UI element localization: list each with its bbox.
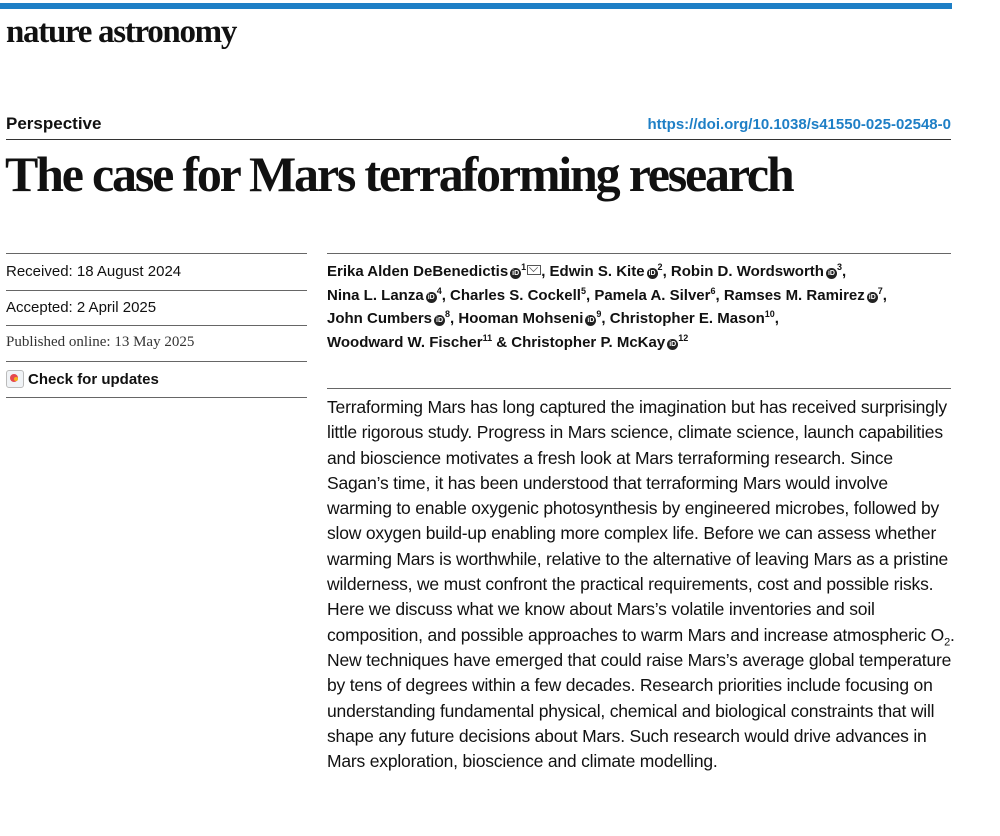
author[interactable]: Nina L. Lanza $iD^4$, — [327, 285, 451, 304]
author[interactable]: Robin D. Wordsworth $iD^3$, — [670, 262, 847, 280]
crossmark-icon — [6, 370, 24, 388]
author-list — [327, 260, 952, 354]
author[interactable]: Charles S. Cockell$^5$, — [450, 285, 595, 304]
journal-logo[interactable]: nature astronomy — [6, 14, 237, 50]
author[interactable]: John Cumbers $iD^8$, — [327, 309, 459, 327]
orcid-icon[interactable]: iD — [587, 317, 595, 324]
orcid-icon[interactable]: iD — [427, 293, 435, 301]
orcid-icon[interactable]: iD — [648, 270, 656, 277]
accepted-date: Accepted: 2 April 2025 — [6, 299, 157, 316]
published-date: Published online: 13 May 2025 — [6, 334, 195, 350]
sidebar-divider — [6, 325, 307, 326]
orcid-icon[interactable]: iD — [669, 340, 677, 348]
author[interactable]: Erika Alden DeBenedictis $iD^1$ , — [327, 262, 550, 280]
orcid-icon[interactable]: iD — [868, 293, 876, 301]
author[interactable]: Hooman Mohseni $iD^9$, — [458, 309, 610, 327]
journal-color-bar — [0, 3, 952, 9]
received-date: Received: 18 August 2024 — [6, 263, 182, 280]
author[interactable]: Christopher P. McKay $iD^{12}$ — [511, 332, 689, 351]
sidebar-divider — [6, 361, 307, 362]
authors-divider — [327, 253, 951, 254]
orcid-icon[interactable]: iD — [512, 270, 520, 277]
check-for-updates-button[interactable] — [6, 370, 159, 388]
email-icon[interactable] — [527, 265, 541, 275]
check-for-updates-label: Check for updates — [28, 370, 159, 388]
orcid-icon[interactable]: iD — [827, 270, 835, 277]
author[interactable]: Ramses M. Ramirez $iD^7$, — [723, 285, 887, 304]
author[interactable]: Woodward W. Fischer$^{11}$ & — [327, 332, 512, 351]
title-divider — [6, 139, 951, 140]
author[interactable]: Edwin S. Kite $iD^2$, — [549, 262, 671, 280]
abstract-divider — [327, 388, 951, 389]
sidebar-divider — [6, 290, 307, 291]
author[interactable]: Christopher E. Mason$^{10}$, — [609, 309, 779, 327]
sidebar-divider — [6, 253, 307, 254]
doi-link[interactable]: https://doi.org/10.1038/s41550-025-02548-0 — [647, 116, 951, 133]
sidebar-divider — [6, 397, 307, 398]
abstract: Terraforming Mars has long captured the imagination but has received surprisingly little rigorous study. Progress in Mars science, climate science, launch capabilities and bioscience motivates a fresh look at Mars terraforming research. Since Sagan’s time, it has been understood that terraforming Mars would involve warming to enable oxygenic photosynthesis by engineered microbes, followed by slow oxygen build-up enabling more complex life. Before we can assess whether warming Mars is worthwhile, relative to the alternative of leaving Mars as a pristine wilderness, we must confront the practical requirements, cost and possible risks. Here we discuss what we know about Mars’s volatile inventories and soil composition, and possible approaches to warm Mars and increase atmospheric $O_2$. New techniques have emerged that could raise Mars’s average global temperature by tens of degrees within a few decades. Research priorities include focusing on understanding fundamental physical, chemical and biological constraints that will shape any future decisions about Mars. Such research would drive advances in Mars exploration, bioscience and climate modelling. — [327, 397, 955, 772]
page-title: The case for Mars terraforming research — [5, 146, 793, 202]
orcid-icon[interactable]: iD — [436, 317, 444, 324]
author[interactable]: Pamela A. Silver$^6$, — [594, 285, 724, 304]
article-type: Perspective — [6, 114, 102, 133]
